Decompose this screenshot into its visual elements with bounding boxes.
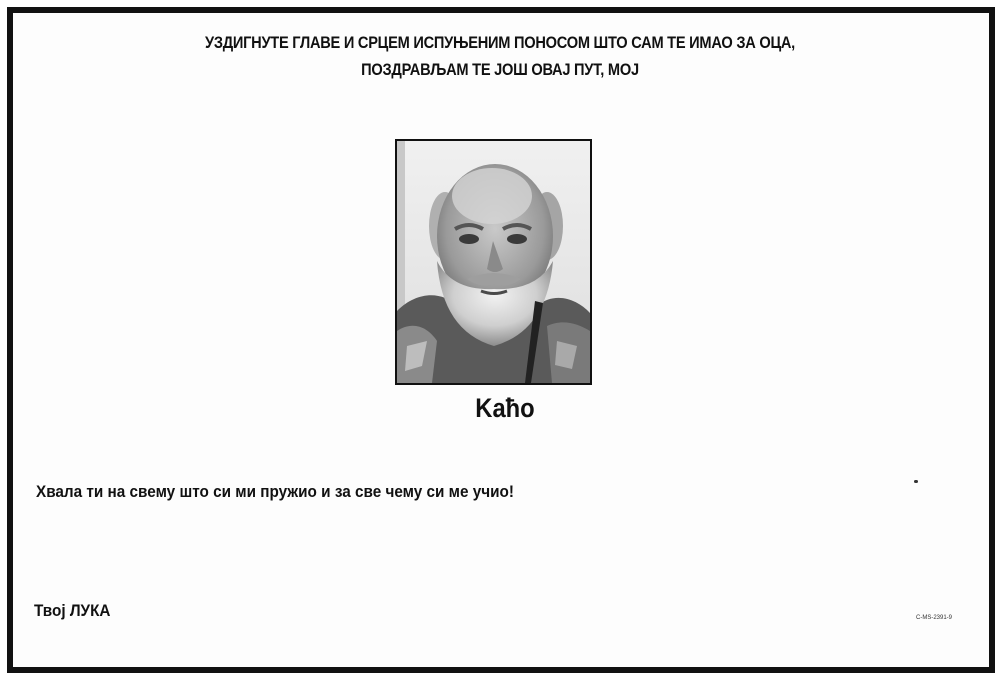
- portrait-image: [397, 141, 590, 383]
- portrait-photo: [395, 139, 592, 385]
- farewell-message: Хвала ти на свему што си ми пружио и за све чему си ме учио!: [36, 482, 514, 501]
- signature: Твој ЛУКА: [34, 601, 111, 620]
- header-line-2: ПОЗДРАВЉАМ ТЕ ЈОШ ОВАЈ ПУТ, МОЈ: [361, 60, 639, 79]
- obituary-header: [70, 29, 930, 83]
- print-speck: [914, 480, 918, 483]
- header-line-1: УЗДИГНУТЕ ГЛАВЕ И СРЦЕМ ИСПУЊЕНИМ ПОНОСОМ ШТО САМ ТЕ ИМАО ЗА ОЦА,: [204, 33, 795, 52]
- publication-code: C-MS-2391-9: [916, 615, 953, 621]
- deceased-name: Kaћo: [475, 393, 535, 423]
